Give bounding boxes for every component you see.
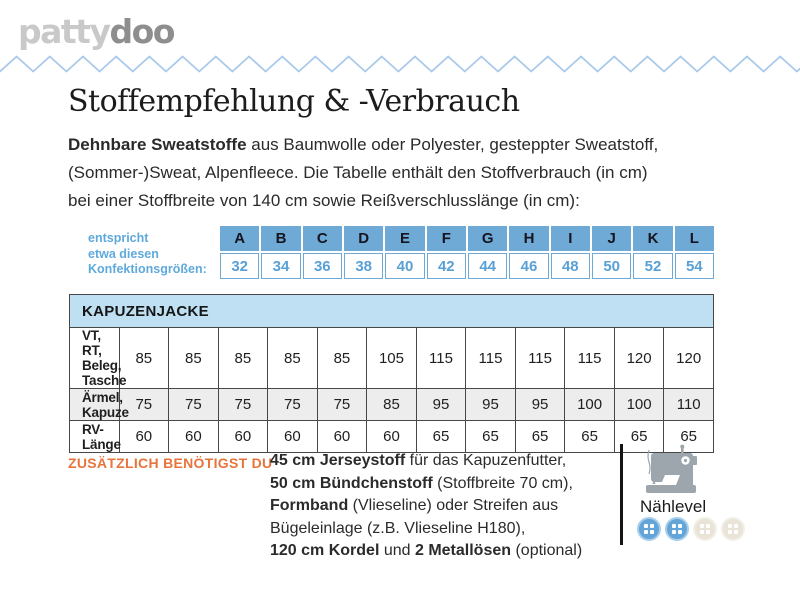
size-value-cell: 48 bbox=[551, 253, 590, 279]
size-letter-cell: A bbox=[220, 226, 259, 251]
text-segment: für das Kapuzenfutter, bbox=[405, 452, 567, 469]
level-button-filled-icon bbox=[665, 517, 689, 541]
value-cell: 115 bbox=[515, 328, 565, 389]
size-table bbox=[220, 226, 714, 279]
value-cell: 115 bbox=[565, 328, 615, 389]
table-row bbox=[70, 389, 714, 421]
text-segment: (Stoffbreite 70 cm), bbox=[432, 474, 573, 492]
intro-paragraph bbox=[68, 131, 658, 215]
value-cell: 75 bbox=[317, 389, 367, 421]
text-bold-segment: 50 cm Bündchenstoff bbox=[270, 474, 433, 492]
size-letter-cell: H bbox=[509, 226, 548, 251]
table-row bbox=[70, 328, 714, 389]
value-cell: 65 bbox=[614, 421, 664, 453]
size-letter-cell: G bbox=[468, 226, 507, 251]
value-cell: 120 bbox=[614, 328, 664, 389]
value-cell: 60 bbox=[218, 421, 268, 453]
size-letter-cell: D bbox=[344, 226, 383, 251]
value-cell: 85 bbox=[367, 389, 417, 421]
value-cell: 85 bbox=[218, 328, 268, 389]
value-cell: 100 bbox=[614, 389, 664, 421]
value-cell: 105 bbox=[367, 328, 417, 389]
size-letter-cell: E bbox=[385, 226, 424, 251]
text-segment: Bügeleinlage (z.B. Vlieseline H180), bbox=[270, 519, 526, 537]
text-segment: (Sommer-)Sweat, Alpenfleece. Die Tabelle enthält den Stoffverbrauch (in cm) bbox=[68, 163, 648, 182]
value-cell: 110 bbox=[664, 389, 714, 421]
value-cell: 60 bbox=[268, 421, 318, 453]
value-cell: 75 bbox=[119, 389, 169, 421]
row-label: RV-Länge bbox=[70, 421, 120, 453]
intro-line bbox=[68, 131, 658, 159]
value-cell: 115 bbox=[416, 328, 466, 389]
value-cell: 85 bbox=[169, 328, 219, 389]
value-cell: 85 bbox=[119, 328, 169, 389]
size-letter-cell: I bbox=[551, 226, 590, 251]
value-cell: 100 bbox=[565, 389, 615, 421]
text-bold-segment: 120 cm Kordel bbox=[270, 542, 380, 560]
side-label-line: etwa diesen bbox=[88, 246, 159, 261]
logo-part-light: patty bbox=[18, 12, 110, 51]
value-cell: 85 bbox=[268, 328, 318, 389]
level-button-empty-icon bbox=[693, 517, 717, 541]
extras-text bbox=[270, 450, 582, 563]
text-segment: bei einer Stoffbreite von 140 cm sowie Reißverschlusslänge (in cm): bbox=[68, 191, 580, 210]
text-segment: (Vlieseline) oder Streifen aus bbox=[348, 497, 559, 515]
page-title: Stoffempfehlung & -Verbrauch bbox=[68, 84, 520, 119]
extras-line bbox=[270, 473, 582, 496]
logo-part-dark: doo bbox=[109, 12, 174, 51]
value-cell: 75 bbox=[218, 389, 268, 421]
text-segment: (optional) bbox=[511, 542, 583, 560]
consumption-table bbox=[69, 294, 714, 453]
size-value-cell: 36 bbox=[303, 253, 342, 279]
size-value-cell: 32 bbox=[220, 253, 259, 279]
value-cell: 120 bbox=[664, 328, 714, 389]
pattydoo-logo bbox=[18, 12, 174, 52]
text-segment: und bbox=[379, 542, 415, 560]
value-cell: 95 bbox=[416, 389, 466, 421]
vertical-divider bbox=[620, 444, 623, 545]
level-button-filled-icon bbox=[637, 517, 661, 541]
text-bold-segment: Formband bbox=[270, 497, 349, 515]
extras-line bbox=[270, 518, 582, 541]
value-cell: 65 bbox=[466, 421, 516, 453]
size-table-side-label bbox=[88, 231, 207, 278]
size-letter-cell: K bbox=[633, 226, 672, 251]
size-value-cell: 50 bbox=[592, 253, 631, 279]
value-cell: 60 bbox=[367, 421, 417, 453]
value-cell: 85 bbox=[317, 328, 367, 389]
extras-line bbox=[270, 540, 582, 563]
size-letter-cell: J bbox=[592, 226, 631, 251]
side-label-line: entspricht bbox=[88, 231, 149, 245]
size-value-cell: 46 bbox=[509, 253, 548, 279]
sewing-level-rating bbox=[637, 517, 745, 541]
text-bold-segment: Dehnbare Sweatstoffe bbox=[68, 135, 247, 154]
extras-line bbox=[270, 450, 582, 473]
size-value-cell: 34 bbox=[261, 253, 300, 279]
size-letter-cell: C bbox=[303, 226, 342, 251]
intro-line bbox=[68, 159, 658, 187]
value-cell: 65 bbox=[664, 421, 714, 453]
value-cell: 60 bbox=[317, 421, 367, 453]
value-cell: 60 bbox=[119, 421, 169, 453]
size-value-cell: 38 bbox=[344, 253, 383, 279]
extras-line bbox=[270, 495, 582, 518]
value-cell: 95 bbox=[466, 389, 516, 421]
value-cell: 60 bbox=[169, 421, 219, 453]
side-label-line: Konfektionsgrößen: bbox=[88, 262, 207, 276]
size-value-cell: 44 bbox=[468, 253, 507, 279]
value-cell: 65 bbox=[515, 421, 565, 453]
extras-heading: ZUSÄTZLICH BENÖTIGST DU bbox=[68, 455, 273, 471]
size-letter-cell: B bbox=[261, 226, 300, 251]
size-letter-cell: L bbox=[675, 226, 714, 251]
text-segment: aus Baumwolle oder Polyester, gesteppter Sweatstoff, bbox=[246, 135, 659, 154]
text-bold-segment: 45 cm Jerseystoff bbox=[270, 452, 406, 469]
value-cell: 115 bbox=[466, 328, 516, 389]
intro-line bbox=[68, 187, 658, 215]
size-value-cell: 40 bbox=[385, 253, 424, 279]
consumption-table-title: KAPUZENJACKE bbox=[70, 295, 714, 328]
sewing-machine-icon bbox=[640, 444, 702, 496]
value-cell: 95 bbox=[515, 389, 565, 421]
size-letter-cell: F bbox=[427, 226, 466, 251]
value-cell: 75 bbox=[169, 389, 219, 421]
sewing-level-label: Nählevel bbox=[640, 497, 707, 516]
size-value-cell: 42 bbox=[427, 253, 466, 279]
value-cell: 75 bbox=[268, 389, 318, 421]
zigzag-divider bbox=[0, 53, 800, 75]
table-row bbox=[70, 421, 714, 453]
size-value-cell: 52 bbox=[633, 253, 672, 279]
text-bold-segment: 2 Metallösen bbox=[414, 542, 512, 560]
value-cell: 65 bbox=[416, 421, 466, 453]
row-label: Ärmel, Kapuze bbox=[70, 389, 120, 421]
size-value-cell: 54 bbox=[675, 253, 714, 279]
level-button-empty-icon bbox=[721, 517, 745, 541]
row-label: VT, RT, Beleg, Tasche bbox=[70, 328, 120, 389]
value-cell: 65 bbox=[565, 421, 615, 453]
